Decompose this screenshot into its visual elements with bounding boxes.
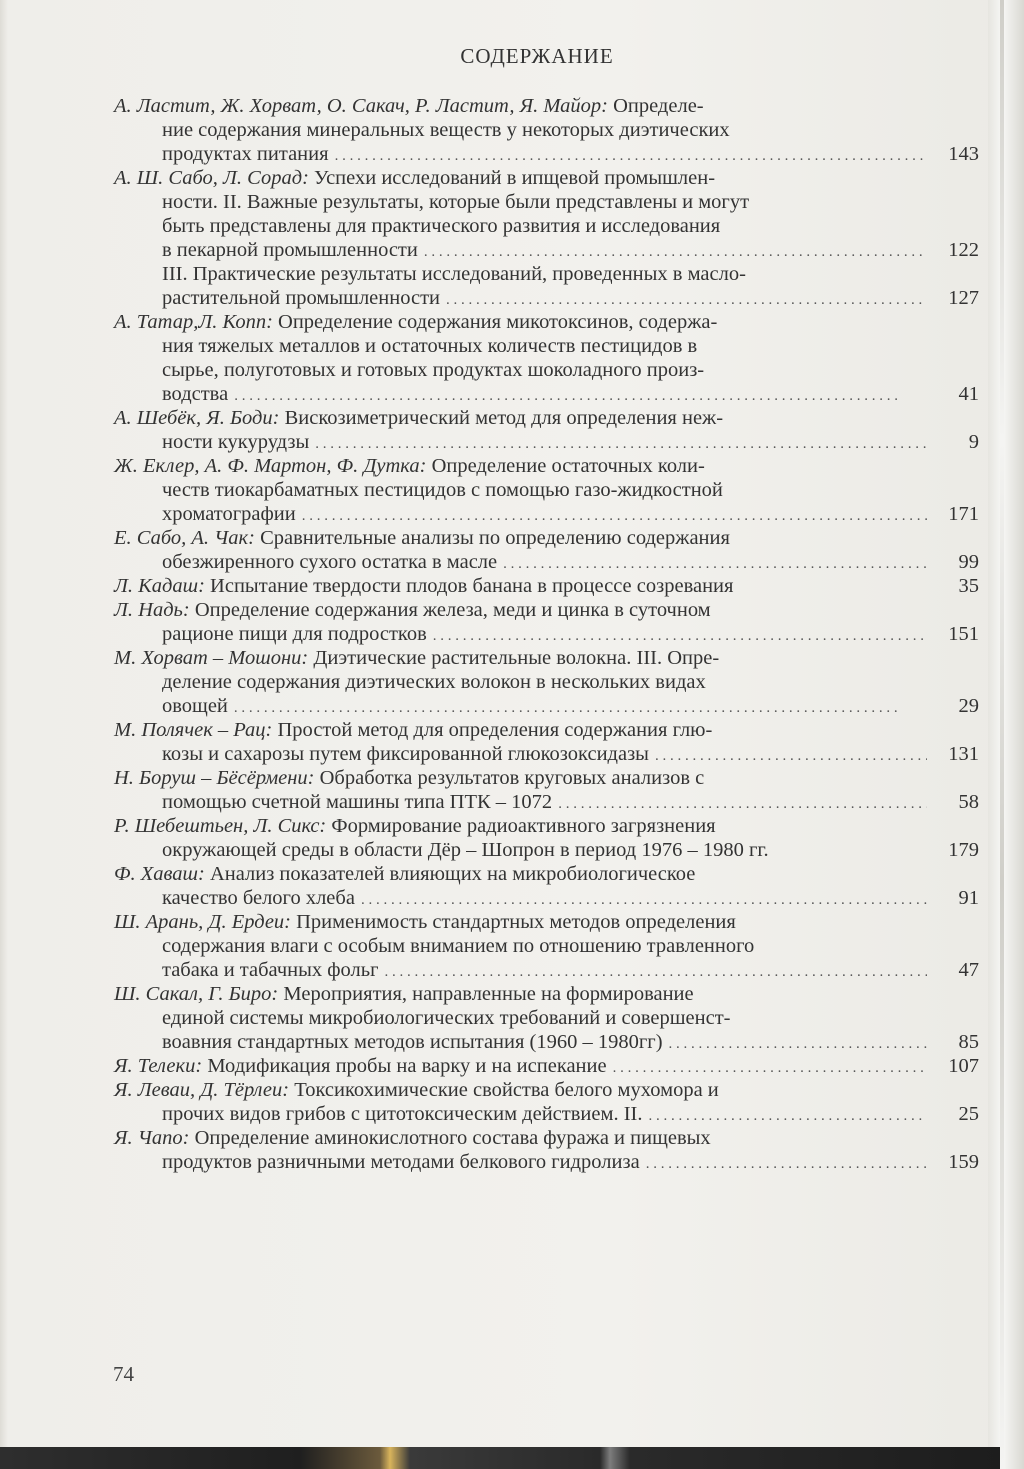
toc-entry-line [114, 982, 979, 1006]
toc-entry-text [114, 94, 704, 118]
toc-entry-last-line [114, 742, 979, 766]
toc-entry-title-text: Определение аминокислотного состава фуража и пищевых [189, 1127, 711, 1149]
page-left-shadow [0, 0, 8, 1469]
toc-page-number: 127 [948, 287, 979, 309]
toc-entry-title-text: Токсикохимические свойства белого мухомора и [289, 1079, 719, 1101]
toc-entry [114, 94, 979, 166]
toc-entry-authors: Н. Боруш – Бёсёрмени: [114, 767, 315, 789]
toc-entry-text [114, 814, 716, 838]
toc-entry-line [114, 358, 979, 382]
dot-leader [613, 1056, 927, 1080]
toc-entry-text: водства [162, 383, 229, 405]
toc-entry-title-text: Определение содержания железа, меди и цинка в суточном [189, 599, 711, 621]
toc-entry-last-line [114, 622, 979, 646]
toc-entry-last-line [114, 790, 979, 814]
toc-entry-authors: Я. Чапо: [114, 1127, 190, 1149]
dot-leader [234, 696, 927, 720]
toc-entry-text: рационе пищи для подростков [162, 623, 427, 645]
dot-leader [315, 432, 927, 456]
toc-entry-line [114, 334, 979, 358]
dot-leader [234, 384, 927, 408]
toc-entry-line [114, 310, 979, 334]
toc-entry [114, 406, 979, 454]
toc-page-number: 29 [958, 695, 979, 717]
toc-entry-line [114, 718, 979, 742]
toc-entry-line [114, 814, 979, 838]
page-title: СОДЕРЖАНИЕ [460, 44, 614, 68]
toc-entry-authors: А. Ш. Сабо, Л. Сорад: [114, 167, 309, 189]
toc-entry-text: воавния стандартных методов испытания (1960 – 1980гг) [162, 1031, 663, 1053]
toc-entry-authors: М. Хорват – Мошони: [114, 647, 309, 669]
toc-entry-text [114, 598, 711, 622]
toc-entry-text: ния тяжелых металлов и остаточных количеств пестицидов в [162, 335, 698, 357]
toc-entry-last-line [114, 958, 979, 982]
toc-entry [114, 910, 979, 982]
toc-entry-title-text: Применимость стандартных методов определения [291, 911, 736, 933]
toc-entry-text [114, 1054, 607, 1078]
toc-entry-line [114, 1078, 979, 1102]
toc-entry-text: окружающей среды в области Дёр – Шопрон в период 1976 – 1980 гг. [162, 839, 769, 861]
toc-entry-text [114, 454, 705, 478]
toc-entry [114, 982, 979, 1054]
toc-entry-text [114, 406, 723, 430]
toc-page-number: 131 [948, 743, 979, 765]
dot-leader [361, 888, 927, 912]
toc-entry [114, 1126, 979, 1174]
toc-entry-line [114, 454, 979, 478]
toc-entry-authors: А. Шебёк, Я. Боди: [114, 407, 280, 429]
toc-entry [114, 646, 979, 718]
toc-entry-authors: А. Татар,Л. Копп: [114, 311, 273, 333]
toc-entry-title-text: Успехи исследований в ипщевой промышлен- [308, 167, 716, 189]
toc-entry-title-text: Определение содержания микотоксинов, содержа- [272, 311, 718, 333]
toc-page-number: 47 [958, 959, 979, 981]
toc-entry-authors: Я. Телеки: [114, 1055, 203, 1077]
toc-page-number: 58 [958, 791, 979, 813]
book-spine-edge [988, 0, 1024, 1469]
dot-leader [558, 792, 927, 816]
toc-entry-title-text: Мероприятия, направленные на формирование [278, 983, 694, 1005]
toc-entry-title-text: Анализ показателей влияющих на микробиологическое [204, 863, 696, 885]
toc-entry-text [114, 574, 733, 598]
toc-entry-line [114, 670, 979, 694]
toc-entry-last-line [114, 886, 979, 910]
toc-entry-text [114, 766, 704, 790]
toc-page-number: 25 [958, 1103, 979, 1125]
toc-entry-text: деление содержания диэтических волокон в нескольких видах [162, 671, 706, 693]
toc-page-number: 151 [948, 623, 979, 645]
table-of-contents [114, 94, 979, 1174]
toc-page-number: 107 [948, 1055, 979, 1077]
toc-entry-line [114, 478, 979, 502]
toc-entry-last-line [114, 550, 979, 574]
toc-entry [114, 262, 979, 310]
dot-leader [385, 960, 927, 984]
toc-entry-text: хроматографии [162, 503, 296, 525]
toc-entry-authors: Ф. Хаваш: [114, 863, 205, 885]
toc-entry-authors: Л. Надь: [114, 599, 190, 621]
toc-entry [114, 862, 979, 910]
toc-entry-last-line [114, 1030, 979, 1054]
toc-page-number: 9 [968, 431, 979, 453]
dot-leader [503, 552, 927, 576]
toc-entry-line [114, 118, 979, 142]
bottom-scan-strip [0, 1447, 1000, 1469]
toc-page-number: 171 [948, 503, 979, 525]
toc-entry-authors: Ш. Сакал, Г. Биро: [114, 983, 279, 1005]
dot-leader [433, 624, 927, 648]
toc-entry-text: овощей [162, 695, 228, 717]
toc-entry-text: содержания влаги с особым вниманием по отношению травленного [162, 935, 755, 957]
toc-entry-line [114, 94, 979, 118]
toc-entry [114, 454, 979, 526]
toc-entry-text [114, 718, 712, 742]
toc-entry-last-line [114, 1054, 979, 1078]
dot-leader [424, 240, 927, 264]
toc-entry-text [114, 910, 736, 934]
toc-entry-line [114, 526, 979, 550]
toc-entry-text [114, 1126, 711, 1150]
toc-entry-title-text: Сравнительные анализы по определению содержания [254, 527, 730, 549]
toc-entry-title-text: Диэтические растительные волокна. III. Опре- [308, 647, 720, 669]
toc-entry-last-line [114, 238, 979, 262]
toc-entry-text: ности. II. Важные результаты, которые были представлены и могут [162, 191, 750, 213]
toc-entry-title-text: Обработка результатов круговых анализов с [314, 767, 705, 789]
toc-entry-line [114, 190, 979, 214]
toc-page-number: 99 [958, 551, 979, 573]
toc-entry-last-line [114, 574, 979, 598]
toc-entry-text: козы и сахарозы путем фиксированной глюкозоксидазы [162, 743, 649, 765]
dot-leader [446, 288, 927, 312]
toc-entry-line [114, 766, 979, 790]
toc-entry-title-text: Простой метод для определения содержания глю- [272, 719, 713, 741]
page-number: 74 [113, 1362, 134, 1386]
toc-entry-title-text: Модификация пробы на варку и на испекание [202, 1055, 607, 1077]
toc-entry-text [114, 526, 730, 550]
toc-entry-text: продуктах питания [162, 143, 329, 165]
toc-entry-text: III. Практические результаты исследований, проведенных в масло- [162, 263, 746, 285]
toc-entry-line [114, 646, 979, 670]
toc-page-number: 159 [948, 1151, 979, 1173]
toc-entry [114, 526, 979, 574]
toc-entry [114, 1054, 979, 1078]
toc-entry-line [114, 862, 979, 886]
toc-entry-last-line [114, 694, 979, 718]
toc-entry-authors: Р. Шебештьен, Л. Сикс: [114, 815, 327, 837]
toc-entry-title-text: Определе- [607, 95, 704, 117]
toc-entry-text: честв тиокарбаматных пестицидов с помощью газо-жидкостной [162, 479, 723, 501]
toc-entry-text [114, 166, 715, 190]
toc-entry-last-line [114, 838, 979, 862]
toc-entry-text [114, 862, 695, 886]
toc-entry-authors: Л. Кадаш: [114, 575, 205, 597]
toc-entry-authors: Е. Сабо, А. Чак: [114, 527, 255, 549]
toc-entry [114, 814, 979, 862]
toc-entry-line [114, 1126, 979, 1150]
dot-leader [302, 504, 927, 528]
toc-entry [114, 718, 979, 766]
toc-entry-line [114, 214, 979, 238]
toc-entry-last-line [114, 1150, 979, 1174]
toc-entry-text: ности кукурудзы [162, 431, 310, 453]
toc-entry-line [114, 406, 979, 430]
toc-entry-last-line [114, 430, 979, 454]
dot-leader [655, 744, 927, 768]
toc-entry-text: продуктов разничными методами белкового гидролиза [162, 1151, 640, 1173]
toc-entry [114, 598, 979, 646]
toc-entry-title-text: Испытание твердости плодов банана в процессе созревания [204, 575, 734, 597]
toc-page-number: 143 [948, 143, 979, 165]
toc-entry-text: табака и табачных фольг [162, 959, 379, 981]
toc-entry-text: прочих видов грибов с цитотоксическим действием. II. [162, 1103, 643, 1125]
toc-entry-line [114, 1006, 979, 1030]
toc-entry [114, 310, 979, 406]
toc-entry-text: быть представлены для практического развития и исследования [162, 215, 721, 237]
toc-entry-last-line [114, 382, 979, 406]
toc-entry-text: единой системы микробиологических требований и совершенст- [162, 1007, 731, 1029]
toc-page-number: 91 [958, 887, 979, 909]
toc-entry [114, 766, 979, 814]
toc-entry-title-text: Определение остаточных коли- [426, 455, 705, 477]
toc-entry-authors: Я. Леваи, Д. Тёрлеи: [114, 1079, 290, 1101]
dot-leader [646, 1152, 927, 1176]
dot-leader [335, 144, 927, 168]
toc-entry-line [114, 166, 979, 190]
toc-entry-text: сырье, полуготовых и готовых продуктах шоколадного произ- [162, 359, 705, 381]
toc-entry-title-text: Формирование радиоактивного загрязнения [326, 815, 716, 837]
toc-entry-last-line [114, 286, 979, 310]
toc-entry-authors: А. Ластит, Ж. Хорват, О. Сакач, Р. Ластит, Я. Майор: [114, 95, 608, 117]
toc-entry-text: растительной промышленности [162, 287, 441, 309]
toc-entry-text: в пекарной промышленности [162, 239, 418, 261]
toc-page-number: 41 [958, 383, 979, 405]
toc-page-number: 179 [948, 839, 979, 861]
toc-entry-last-line [114, 1102, 979, 1126]
toc-entry [114, 1078, 979, 1126]
toc-entry-last-line [114, 502, 979, 526]
dot-leader [669, 1032, 927, 1056]
toc-entry-title-text: Вискозиметрический метод для определения неж- [279, 407, 724, 429]
toc-entry-authors: М. Полячек – Рац: [114, 719, 273, 741]
toc-entry-last-line [114, 142, 979, 166]
toc-page-number: 35 [958, 575, 979, 597]
toc-entry-line [114, 910, 979, 934]
toc-entry-text [114, 646, 719, 670]
toc-entry [114, 574, 979, 598]
toc-entry-text [114, 982, 694, 1006]
toc-entry-authors: Ж. Еклер, А. Ф. Мартон, Ф. Дутка: [114, 455, 427, 477]
toc-entry-text: качество белого хлеба [162, 887, 355, 909]
toc-entry-text: ние содержания минеральных веществ у некоторых диэтических [162, 119, 730, 141]
toc-entry-line [114, 262, 979, 286]
toc-entry-line [114, 934, 979, 958]
dot-leader [649, 1104, 928, 1128]
toc-entry-text [114, 310, 717, 334]
toc-entry-line [114, 598, 979, 622]
toc-entry-text: обезжиренного сухого остатка в масле [162, 551, 498, 573]
toc-entry-text [114, 1078, 719, 1102]
toc-page-number: 122 [948, 239, 979, 261]
toc-entry-text: помощью счетной машины типа ПТК – 1072 [162, 791, 553, 813]
toc-entry-authors: Ш. Арань, Д. Ердеи: [114, 911, 291, 933]
toc-entry [114, 166, 979, 262]
toc-page-number: 85 [958, 1031, 979, 1053]
